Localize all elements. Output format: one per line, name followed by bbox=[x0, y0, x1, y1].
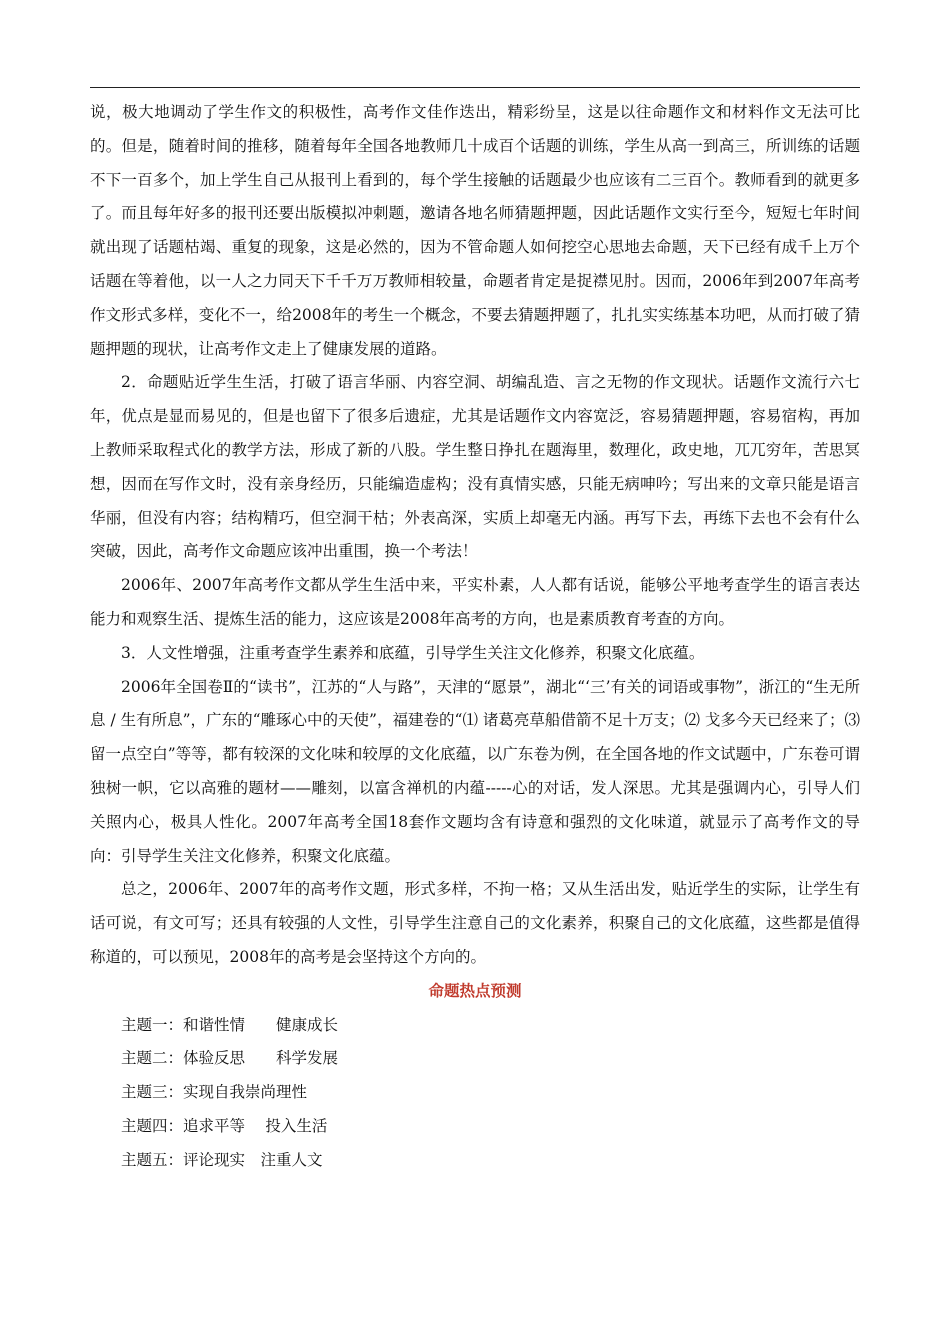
paragraph-point-2: 2．命题贴近学生生活，打破了语言华丽、内容空洞、胡编乱造、言之无物的作文现状。话题作文流行六七年，优点是显而易见的，但是也留下了很多后遗症，尤其是话题作文内容宽泛，容易猜题押题，容易宿构，再加上教师采取程式化的教学方法，形成了新的八股。学生整日挣扎在题海里，数理化，政史地，兀兀穷年，苦思冥想，因而在写作文时，没有亲身经历，只能编造虚构；没有真情实感，只能无病呻吟；写出来的文章只能是语言华丽，但没有内容；结构精巧，但空洞干枯；外表高深，实质上却毫无内涵。再写下去，再练下去也不会有什么突破，因此，高考作文命题应该冲出重围，换一个考法！ bbox=[90, 373, 860, 561]
header-rule bbox=[90, 87, 860, 88]
paragraph-continuation: 说，极大地调动了学生作文的积极性，高考作文佳作迭出，精彩纷呈，这是以往命题作文和材料作文无法可比的。但是，随着时间的推移，随着每年全国各地教师几十成百个话题的训练，学生从高一到高三，所训练的话题不下一百多个，加上学生自己从报刊上看到的，每个学生接触的话题最少也应该有二三百个。教师看到的就更多了。而且每年好多的报刊还要出版模拟冲刺题，邀请各地名师猜题押题，因此话题作文实行至今，短短七年时间就出现了话题枯竭、重复的现象，这是必然的，因为不管命题人如何挖空心思地去命题，天下已经有成千上万个话题在等着他，以一人之力同天下千千万万教师相较量，命题者肯定是捉襟见肘。因而，2006年到2007年高考作文形式多样，变化不一，给2008年的考生一个概念，不要去猜题押题了，扎扎实实练基本功吧，从而打破了猜题押题的现状，让高考作文走上了健康发展的道路。 bbox=[90, 103, 860, 358]
theme-item: 主题四：追求平等 投入生活 bbox=[121, 1116, 328, 1135]
theme-item: 主题三：实现自我崇尚理性 bbox=[121, 1083, 308, 1102]
paragraph-2006-2007-life: 2006年、2007年高考作文都从学生生活中来，平实朴素，人人都有话说，能够公平地考查学生的语言表达能力和观察生活、提炼生活的能力，这应该是2008年高考的方向，也是素质教育考查的方向。 bbox=[90, 576, 860, 628]
theme-list bbox=[90, 1009, 860, 1178]
theme-item: 主题一：和谐性情 健康成长 bbox=[121, 1015, 339, 1034]
theme-item: 主题五：评论现实 注重人文 bbox=[121, 1150, 323, 1169]
paragraph-examples: 2006年全国卷Ⅱ的“读书”，江苏的“人与路”，天津的“愿景”，湖北“‘三’有关的词语或事物”，浙江的“生无所息 / 生有所息”，广东的“雕琢心中的天使”，福建卷的“⑴ 诸葛亮草船借箭不足十万支；⑵ 戈多今天已经来了；⑶ 留一点空白”等等，都有较深的文化味和较厚的文化底蕴，以广东卷为例，在全国各地的作文试题中，广东卷可谓独树一帜，它以高雅的题材——雕刻，以富含禅机的内蕴-----心的对话，发人深思。尤其是强调内心，引导人们关照内心，极具人性化。2007年高考全国18套作文题均含有诗意和强烈的文化味道，就显示了高考作文的导向：引导学生关注文化修养，积聚文化底蕴。 bbox=[90, 677, 860, 865]
paragraph-summary: 总之，2006年、2007年的高考作文题，形式多样，不拘一格；又从生活出发，贴近学生的实际，让学生有话可说，有文可写；还具有较强的人文性，引导学生注意自己的文化素养，积聚自己的文化底蕴，这些都是值得称道的，可以预见，2008年的高考是会坚持这个方向的。 bbox=[90, 880, 860, 966]
paragraph-point-3: 3．人文性增强，注重考查学生素养和底蕴，引导学生关注文化修养，积聚文化底蕴。 bbox=[121, 643, 705, 662]
document-body bbox=[90, 96, 860, 1178]
theme-item: 主题二：体验反思 科学发展 bbox=[121, 1049, 339, 1068]
section-title: 命题热点预测 bbox=[428, 981, 522, 1000]
